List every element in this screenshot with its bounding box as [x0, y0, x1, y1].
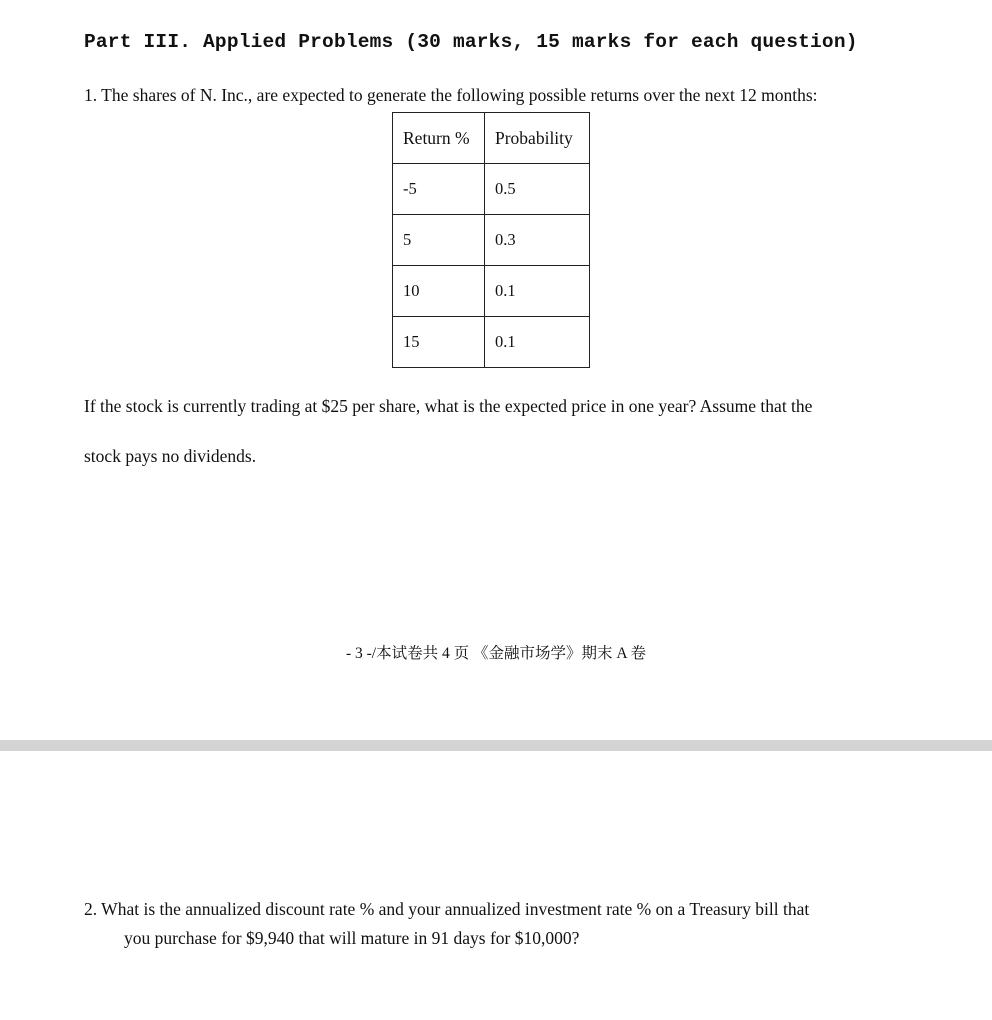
table-header-row — [393, 113, 590, 164]
table-row — [393, 215, 590, 266]
page-separator — [0, 740, 992, 751]
probability-cell: 0.1 — [485, 266, 590, 317]
header-probability: Probability — [485, 113, 590, 164]
return-cell: 10 — [393, 266, 485, 317]
table-row — [393, 164, 590, 215]
return-cell: 5 — [393, 215, 485, 266]
question-2-text-line-1: 2. What is the annualized discount rate % and your annualized investment rate % on a Treasury bill that — [84, 899, 810, 919]
return-cell: 15 — [393, 317, 485, 368]
probability-cell: 0.1 — [485, 317, 590, 368]
question-2-text-line-2: you purchase for $9,940 that will mature in 91 days for $10,000? — [124, 928, 580, 948]
probability-cell: 0.3 — [485, 215, 590, 266]
question-1-text-line-2: stock pays no dividends. — [84, 446, 257, 466]
header-return: Return % — [393, 113, 485, 164]
part-heading: Part III. Applied Problems (30 marks, 15 marks for each question) — [84, 31, 858, 53]
table-row — [393, 266, 590, 317]
probability-cell: 0.5 — [485, 164, 590, 215]
question-1-text-line-1: If the stock is currently trading at $25 per share, what is the expected price in one year? Assume that the — [84, 396, 813, 416]
return-cell: -5 — [393, 164, 485, 215]
returns-probability-table — [392, 112, 590, 368]
page-footer: - 3 -/本试卷共 4 页 《金融市场学》期末 A 卷 — [345, 645, 647, 662]
question-1-intro: 1. The shares of N. Inc., are expected to generate the following possible returns over the next 12 months: — [84, 85, 818, 105]
table-row — [393, 317, 590, 368]
document-page-4 — [0, 751, 992, 1020]
